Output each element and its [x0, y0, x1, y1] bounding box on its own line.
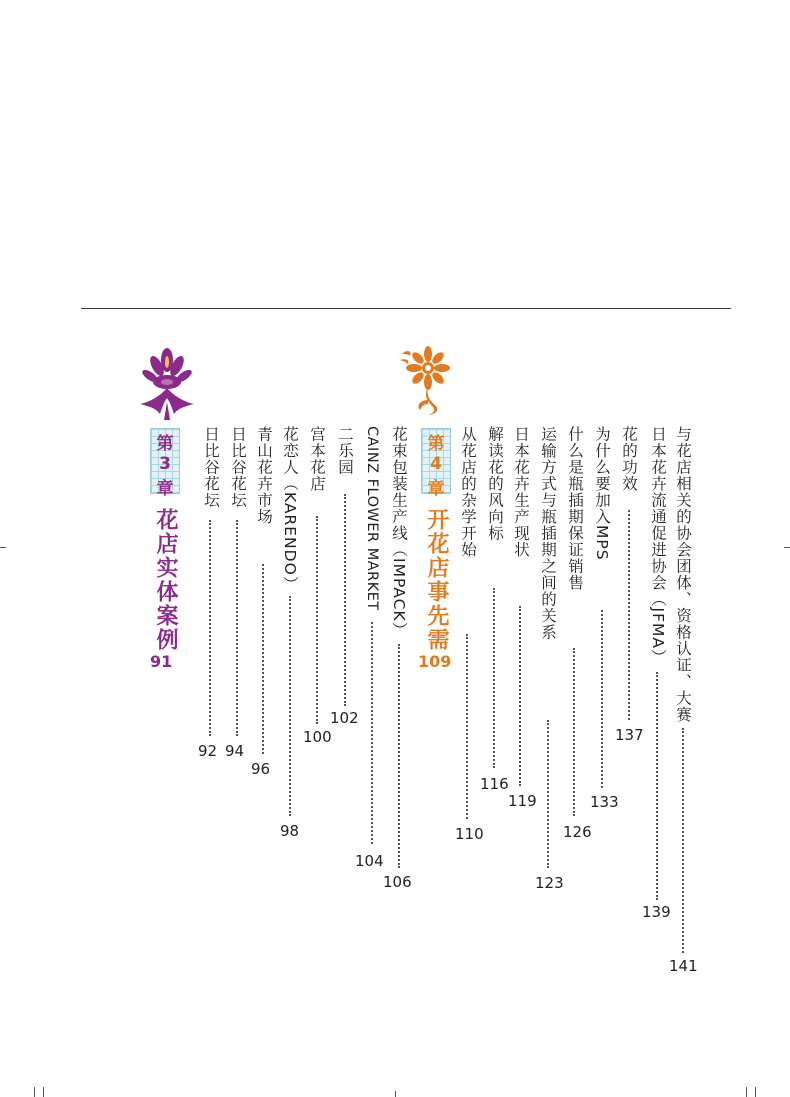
leader-dots	[656, 672, 660, 900]
leader-dots	[289, 596, 293, 816]
crop-mark	[746, 1087, 747, 1097]
entry-title: 解读花的风向标	[486, 426, 504, 542]
leader-dots	[466, 634, 470, 819]
chapter-di: 第	[427, 434, 445, 454]
page-number: 116	[480, 775, 509, 793]
page-number: 96	[251, 760, 271, 778]
entry-title: 与花店相关的协会团体、资格认证、大赛	[674, 426, 692, 723]
page-number: 119	[508, 792, 537, 810]
page-number: 133	[590, 793, 619, 811]
chapter-title: 开花店事先需	[424, 508, 449, 652]
leader-dots	[398, 644, 402, 868]
crop-mark	[34, 1087, 35, 1097]
entry-title: 花恋人（KARENDO）	[281, 426, 299, 593]
entry-title: 从花店的杂学开始	[459, 426, 477, 558]
chapter-zhang: 章	[427, 479, 445, 499]
chapter-di: 第	[156, 434, 174, 454]
leader-dots	[209, 520, 213, 736]
leader-dots	[519, 606, 523, 786]
page-number: 137	[615, 726, 644, 744]
chapter-number: 3	[159, 454, 171, 474]
leader-dots	[573, 648, 577, 816]
leader-dots	[547, 720, 551, 868]
leader-dots	[493, 588, 497, 768]
crop-mark	[755, 1087, 756, 1097]
page-number: 98	[280, 822, 300, 840]
entry-title: 日比谷花坛	[229, 426, 247, 509]
leader-dots	[344, 494, 348, 706]
entry-title: 什么是瓶插期保证销售	[566, 426, 584, 591]
entry-title: 青山花卉市场	[255, 426, 273, 525]
crop-mark	[0, 547, 6, 548]
chapter-label-box	[150, 428, 180, 499]
page-number: 92	[198, 742, 218, 760]
chapter-label-box	[421, 428, 451, 499]
page-number: 94	[225, 742, 245, 760]
entry-title: 日本花卉生产现状	[512, 426, 530, 558]
chapter-title: 花店实体案例	[153, 508, 178, 652]
entry-title: 二乐园	[336, 426, 354, 476]
purple-lotus-ornament-icon	[138, 344, 196, 420]
entry-title: CAINZ FLOWER MARKET	[364, 426, 380, 611]
leader-dots	[682, 728, 686, 953]
orange-flower-ornament-icon	[398, 344, 450, 420]
page-number: 104	[355, 852, 384, 870]
page-number: 110	[455, 825, 484, 843]
leader-dots	[601, 610, 605, 788]
chapter-zhang: 章	[156, 479, 174, 499]
crop-mark	[395, 1091, 396, 1097]
page-number: 100	[303, 728, 332, 746]
entry-title: 宫本花店	[308, 426, 326, 492]
page-number: 141	[669, 957, 698, 975]
page-number: 139	[642, 903, 671, 921]
page-number: 123	[535, 874, 564, 892]
page-number: 102	[330, 709, 359, 727]
leader-dots	[628, 510, 632, 720]
entry-title: 运输方式与瓶插期之间的关系	[539, 426, 557, 641]
entry-title: 为什么要加入MPS	[593, 426, 611, 561]
crop-mark	[784, 547, 790, 548]
page-number: 106	[383, 873, 412, 891]
chapter-page-number: 91	[150, 652, 173, 671]
page-number: 126	[563, 823, 592, 841]
leader-dots	[316, 516, 320, 724]
entry-title: 花束包装生产线（IMPACK）	[390, 426, 408, 639]
leader-dots	[236, 520, 240, 736]
chapter-page-number: 109	[418, 652, 452, 671]
entry-title: 日比谷花坛	[202, 426, 220, 509]
chapter-number: 4	[430, 454, 442, 474]
entry-title: 日本花卉流通促进协会（JFMA）	[649, 426, 667, 666]
leader-dots	[262, 564, 266, 754]
crop-mark	[43, 1087, 44, 1097]
leader-dots	[371, 622, 375, 844]
header-rule	[81, 308, 731, 309]
entry-title: 花的功效	[620, 426, 638, 492]
